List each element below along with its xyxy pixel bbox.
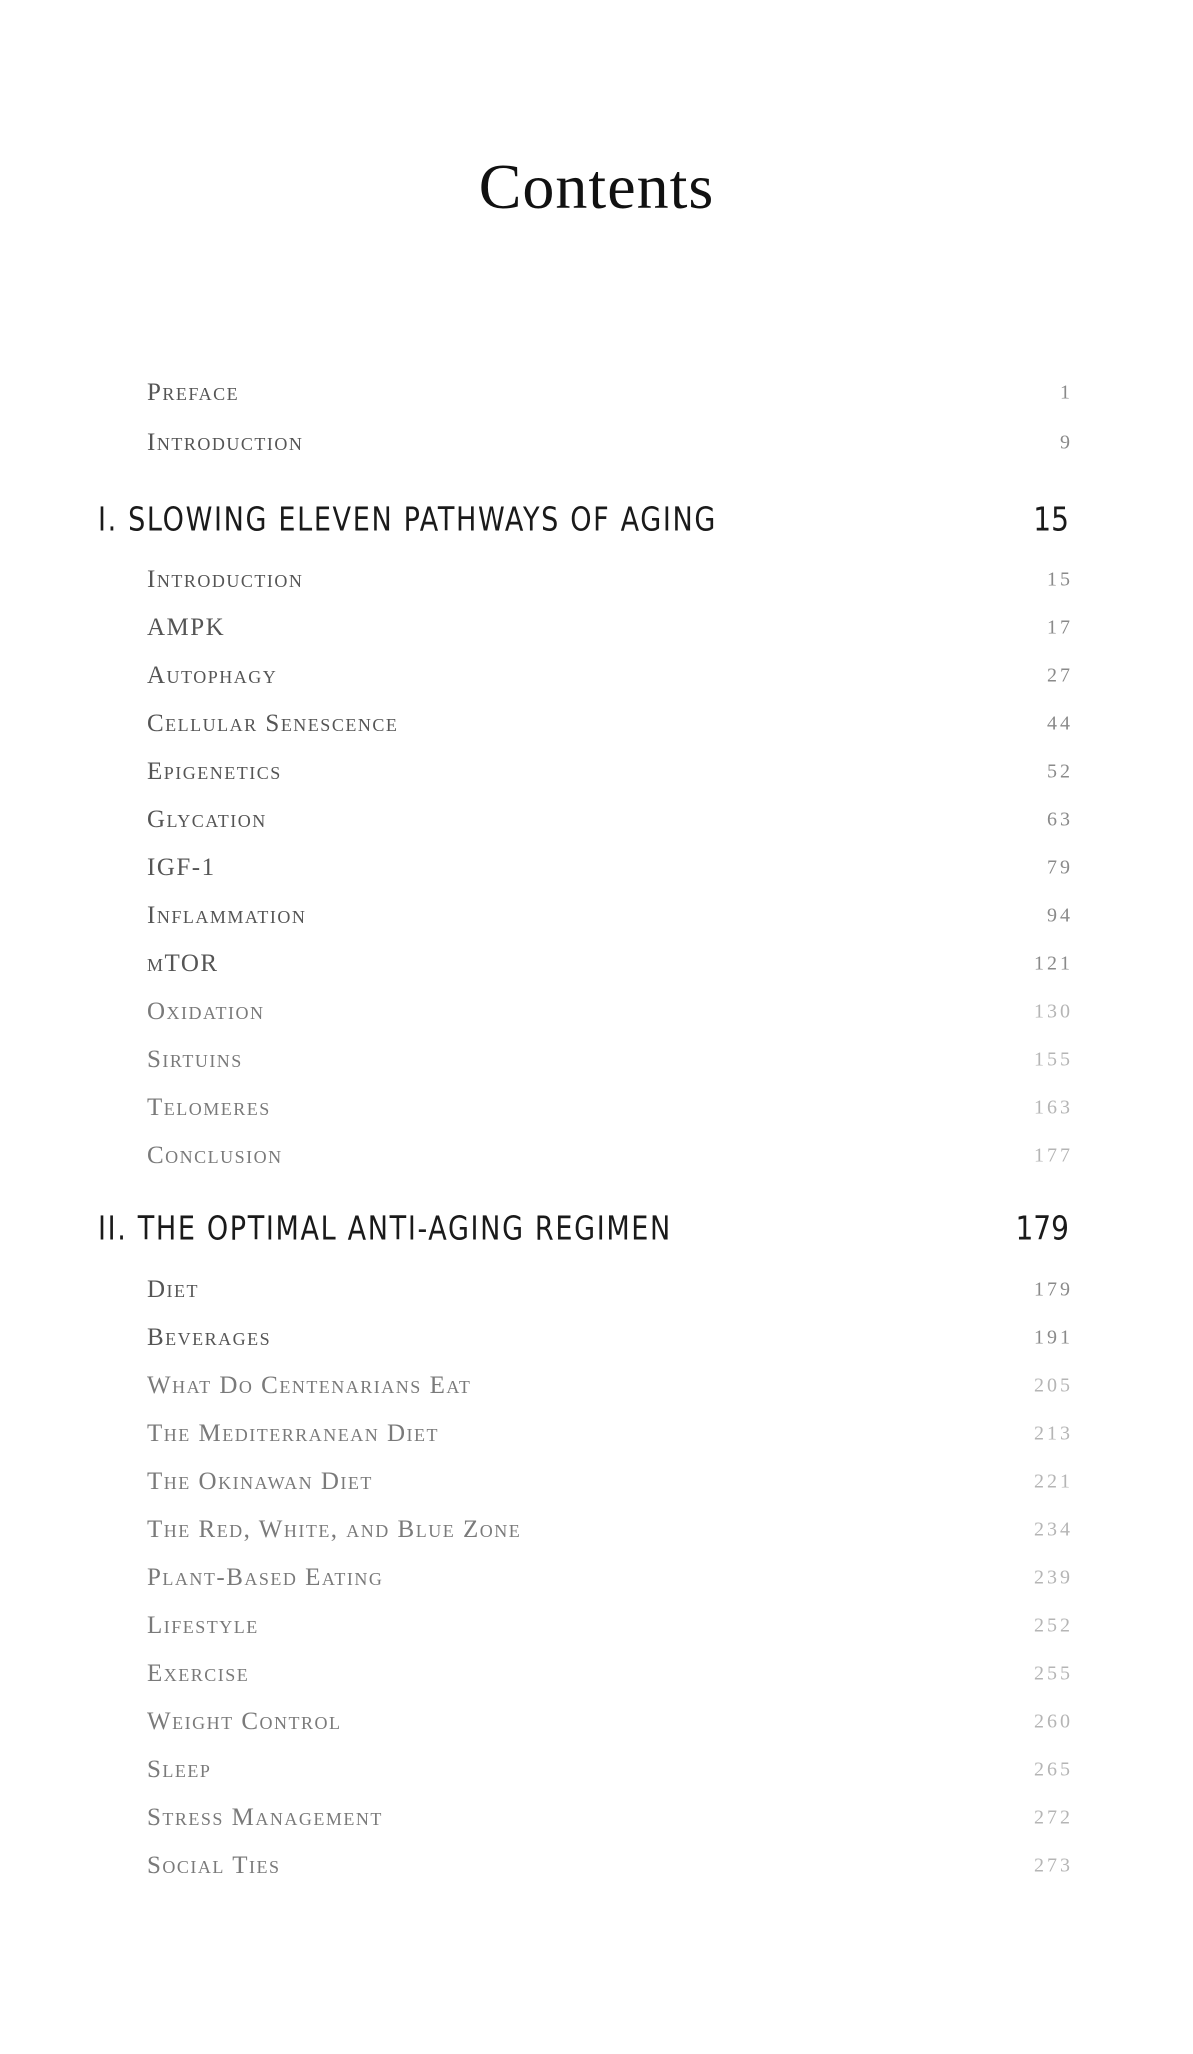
toc-entry-page: 260 [1034,1710,1073,1733]
toc-entry-page: 234 [1034,1518,1073,1541]
toc-entry-page: 15 [1047,568,1073,591]
toc-entry-page: 205 [1034,1374,1073,1397]
toc-entry-page: 44 [1047,712,1073,735]
toc-entry-page: 9 [1060,431,1073,454]
toc-entry-label: Inflammation [147,902,307,929]
toc-entry-page: 213 [1034,1422,1073,1445]
toc-entry-label: Stress Management [147,1804,383,1831]
toc-entry-label: Introduction [147,429,304,456]
toc-entry-page: 191 [1034,1326,1073,1349]
toc-entry-page: 121 [1034,952,1073,975]
toc-entry-page: 265 [1034,1758,1073,1781]
toc-entry-page: 272 [1034,1806,1073,1829]
toc-entry-page: 163 [1034,1096,1073,1119]
toc-entry-page: 52 [1047,760,1073,783]
toc-entry-page: 255 [1034,1662,1073,1685]
toc-entry-page: 273 [1034,1854,1073,1877]
toc-entry-label: Oxidation [147,998,265,1025]
toc-entry-page: 79 [1047,856,1073,879]
toc-entry-label: IGF-1 [147,854,216,881]
toc-entry-label: Telomeres [147,1094,271,1121]
toc-entry-label: Cellular Senescence [147,710,399,737]
toc-entry-page: 17 [1047,616,1073,639]
toc-entry-label: Sirtuins [147,1046,243,1073]
toc-entry-page: 252 [1034,1614,1073,1637]
toc-entry-label: Weight Control [147,1708,342,1735]
toc-entry-label: Beverages [147,1324,272,1351]
toc-entry-label: The Okinawan Diet [147,1468,373,1495]
toc-entry-label: The Mediterranean Diet [147,1420,440,1447]
toc-entry-label: mTOR [147,950,219,977]
toc-entry-label: Preface [147,379,240,406]
toc-entry-label: Conclusion [147,1142,283,1169]
toc-entry-page: 221 [1034,1470,1073,1493]
toc-entry-label: Lifestyle [147,1612,259,1639]
toc-entry-label: Sleep [147,1756,212,1783]
toc-entry-label: What Do Centenarians Eat [147,1372,472,1399]
page-title: Contents [478,151,715,222]
toc-entry-label: Introduction [147,566,304,593]
toc-entry-page: 179 [1034,1278,1073,1301]
part-heading-label: II. THE OPTIMAL ANTI-AGING REGIMEN [98,1208,672,1248]
toc-entry-page: 94 [1047,904,1073,927]
toc-entry-label: Exercise [147,1660,250,1687]
part-heading-page: 179 [1015,1208,1069,1248]
toc-entry-label: Glycation [147,806,267,833]
toc-entry-page: 155 [1034,1048,1073,1071]
part-heading-label: I. SLOWING ELEVEN PATHWAYS OF AGING [98,499,717,539]
toc-entry-label: AMPK [147,614,226,641]
toc-entry-page: 1 [1060,381,1073,404]
toc-entry-label: Diet [147,1276,200,1303]
part-heading-page: 15 [1033,499,1069,539]
toc-entry-label: Autophagy [147,662,278,689]
toc-entry-page: 63 [1047,808,1073,831]
toc-entry-page: 177 [1034,1144,1073,1167]
toc-entry-label: Plant-Based Eating [147,1564,384,1591]
toc-entry-page: 239 [1034,1566,1073,1589]
toc-entry-label: The Red, White, and Blue Zone [147,1516,522,1543]
toc-entry-page: 130 [1034,1000,1073,1023]
toc-entry-label: Epigenetics [147,758,282,785]
toc-entry-page: 27 [1047,664,1073,687]
toc-entry-label: Social Ties [147,1852,281,1879]
